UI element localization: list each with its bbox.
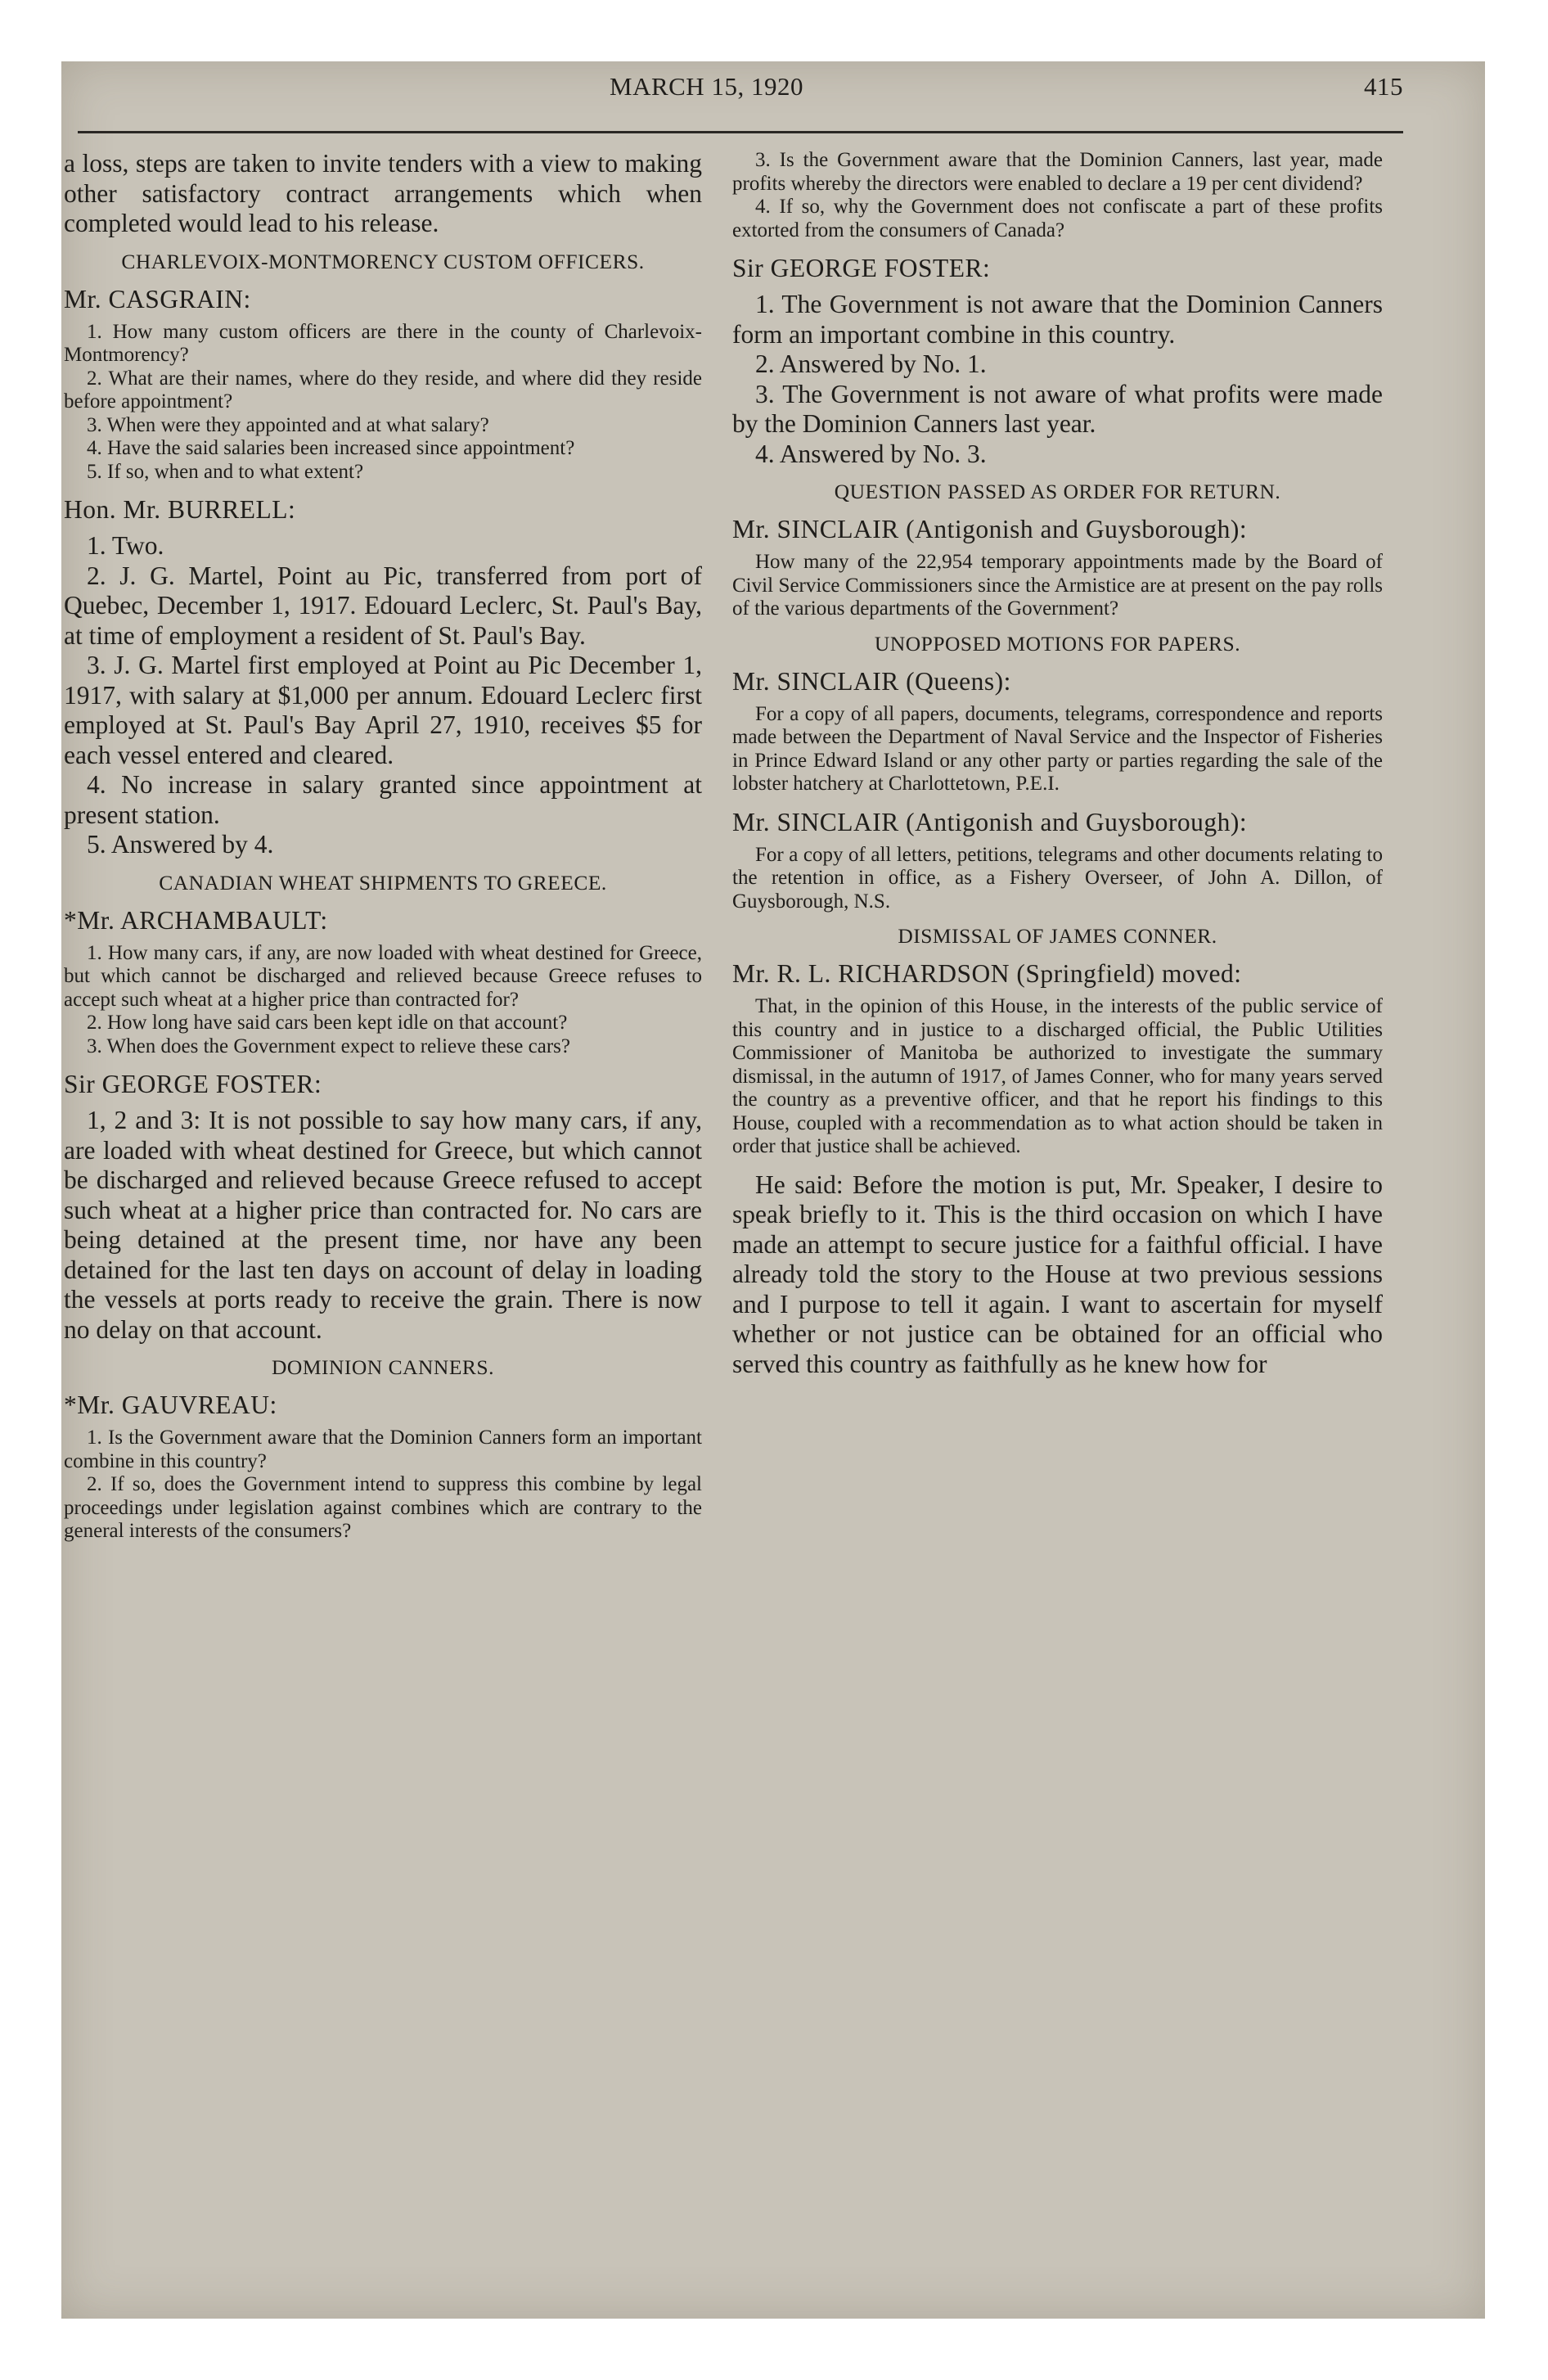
speaker-gauvreau: *Mr. GAUVREAU: <box>64 1391 277 1419</box>
section-heading-dominion-canners: DOMINION CANNERS. <box>271 1355 494 1379</box>
answer-item: 2. J. G. Martel, Point au Pic, transferred from port of Quebec, December 1, 1917. Edouard Leclerc, St. Paul's Bay, at time of employment a resident of St. Paul's Bay. <box>64 561 702 650</box>
speaker-casgrain: Mr. CASGRAIN: <box>64 284 251 313</box>
question-item: 2. If so, does the Government intend to suppress this combine by legal proceedings under legislation against combines which are contrary to the general interests of the consumers? <box>64 1473 702 1542</box>
question-item: 4. Have the said salaries been increased since appointment? <box>87 437 575 459</box>
question-item: 3. Is the Government aware that the Dominion Canners, last year, made profits whereby the directors were enabled to declare a 19 per cent dividend? <box>732 149 1383 195</box>
answer-item: 1. The Government is not aware that the Dominion Canners form an important combine in this country. <box>732 290 1383 349</box>
speaker-sinclair-queens: Mr. SINCLAIR (Queens): <box>732 666 1011 696</box>
question-item: 1. How many custom officers are there in the county of Charlevoix-Montmorency? <box>64 320 702 366</box>
speaker-sinclair: Mr. SINCLAIR (Antigonish and Guysborough): <box>732 515 1248 543</box>
motion-paragraph: That, in the opinion of this House, in the interests of the public service of this country and in justice to a discharged official, the Public Utilities Commissioner of Manitoba be authorized to investigate the summary dismissal, in the autumn of 1917, of James Conner, who for many years served the country as a preventive officer, and that he report his findings to this House, coupled with a recommendation as to what action should be taken in order that justice shall be achieved. <box>732 995 1383 1157</box>
section-heading-motions-for-papers: UNOPPOSED MOTIONS FOR PAPERS. <box>874 631 1241 656</box>
motion-paragraph: For a copy of all papers, documents, telegrams, correspondence and reports made between the Department of Naval Service and the Inspector of Fisheries in Prince Edward Island or any other party or parties regarding the sale of the lobster hatchery at Charlottetown, P.E.I. <box>732 702 1383 795</box>
answer-item: 5. Answered by 4. <box>87 830 274 859</box>
question-item: 3. When does the Government expect to relieve these cars? <box>87 1034 570 1057</box>
speaker-sinclair: Mr. SINCLAIR (Antigonish and Guysborough): <box>732 807 1248 836</box>
motion-paragraph: For a copy of all letters, petitions, telegrams and other documents relating to the retention in office, as a Fishery Overseer, of John A. Dillon, of Guysborough, N.S. <box>732 843 1383 913</box>
question-item: 1. How many cars, if any, are now loaded with wheat destined for Greece, but which cannot be discharged and relieved because Greece refuses to accept such wheat at a higher price than contracted for? <box>64 941 702 1011</box>
question-item: 4. If so, why the Government does not confiscate a part of these profits extorted from the consumers of Canada? <box>732 196 1383 241</box>
question-item: 2. How long have said cars been kept idle on that account? <box>87 1012 568 1034</box>
right-column <box>732 149 1383 1379</box>
intro-paragraph: a loss, steps are taken to invite tenders with a view to making other satisfactory contract arrangements which when completed would lead to his release. <box>64 149 702 237</box>
speaker-foster: Sir GEORGE FOSTER: <box>64 1070 322 1098</box>
answer-paragraph: 1, 2 and 3: It is not possible to say how many cars, if any, are loaded with wheat destined for Greece, but which cannot be discharged and relieved because Greece refused to accept such wheat at a higher price than contracted for. No cars are being detained at the present time, nor have any been detained for the last ten days on account of delay in loading the vessels at ports ready to receive the grain. There is now no delay on that account. <box>64 1106 702 1344</box>
answer-item: 1. Two. <box>87 531 164 560</box>
left-column <box>64 149 702 1544</box>
speaker-richardson: Mr. R. L. RICHARDSON (Springfield) moved: <box>732 959 1242 988</box>
speech-paragraph: He said: Before the motion is put, Mr. Speaker, I desire to speak briefly to it. This is the third occasion on which I have made an attempt to secure justice for a faithful official. I have already told the story to the House at two previous sessions and I purpose to tell it again. I want to ascertain for myself whether or not justice can be obtained for an official who served this country as faithfully as he knew how for <box>732 1170 1383 1378</box>
section-heading-dismissal: DISMISSAL OF JAMES CONNER. <box>898 924 1217 948</box>
section-heading-order-for-return: QUESTION PASSED AS ORDER FOR RETURN. <box>834 480 1281 503</box>
answer-item: 4. No increase in salary granted since appointment at present station. <box>64 770 702 829</box>
question-item: 3. When were they appointed and at what salary? <box>87 413 489 436</box>
answer-item: 3. J. G. Martel first employed at Point au Pic December 1, 1917, with salary at $1,000 per annum. Edouard Leclerc first employed at St. Paul's Bay April 27, 1910, receives $5 for each vessel entered and cleared. <box>64 651 702 769</box>
section-heading-wheat-shipments: CANADIAN WHEAT SHIPMENTS TO GREECE. <box>159 870 607 895</box>
speaker-archambault: *Mr. ARCHAMBAULT: <box>64 905 328 935</box>
answer-item: 4. Answered by No. 3. <box>755 439 987 468</box>
header-rule <box>78 131 1403 133</box>
question-item: 5. If so, when and to what extent? <box>87 460 364 483</box>
speaker-foster: Sir GEORGE FOSTER: <box>732 254 991 282</box>
page-header <box>61 72 1403 121</box>
question-paragraph: How many of the 22,954 temporary appointments made by the Board of Civil Service Commissioners since the Armistice are at present on the pay rolls of the various departments of the Government? <box>732 551 1383 620</box>
answer-item: 2. Answered by No. 1. <box>755 349 987 378</box>
speaker-burrell: Hon. Mr. BURRELL: <box>64 495 296 524</box>
answer-item: 3. The Government is not aware of what profits were made by the Dominion Canners last year. <box>732 379 1383 438</box>
page-number: 415 <box>1364 72 1403 101</box>
section-heading-custom-officers: CHARLEVOIX-MONTMORENCY CUSTOM OFFICERS. <box>121 249 645 273</box>
page-date: MARCH 15, 1920 <box>610 72 803 101</box>
question-item: 1. Is the Government aware that the Dominion Canners form an important combine in this country? <box>64 1427 702 1472</box>
question-item: 2. What are their names, where do they reside, and where did they reside before appointment? <box>64 367 702 412</box>
